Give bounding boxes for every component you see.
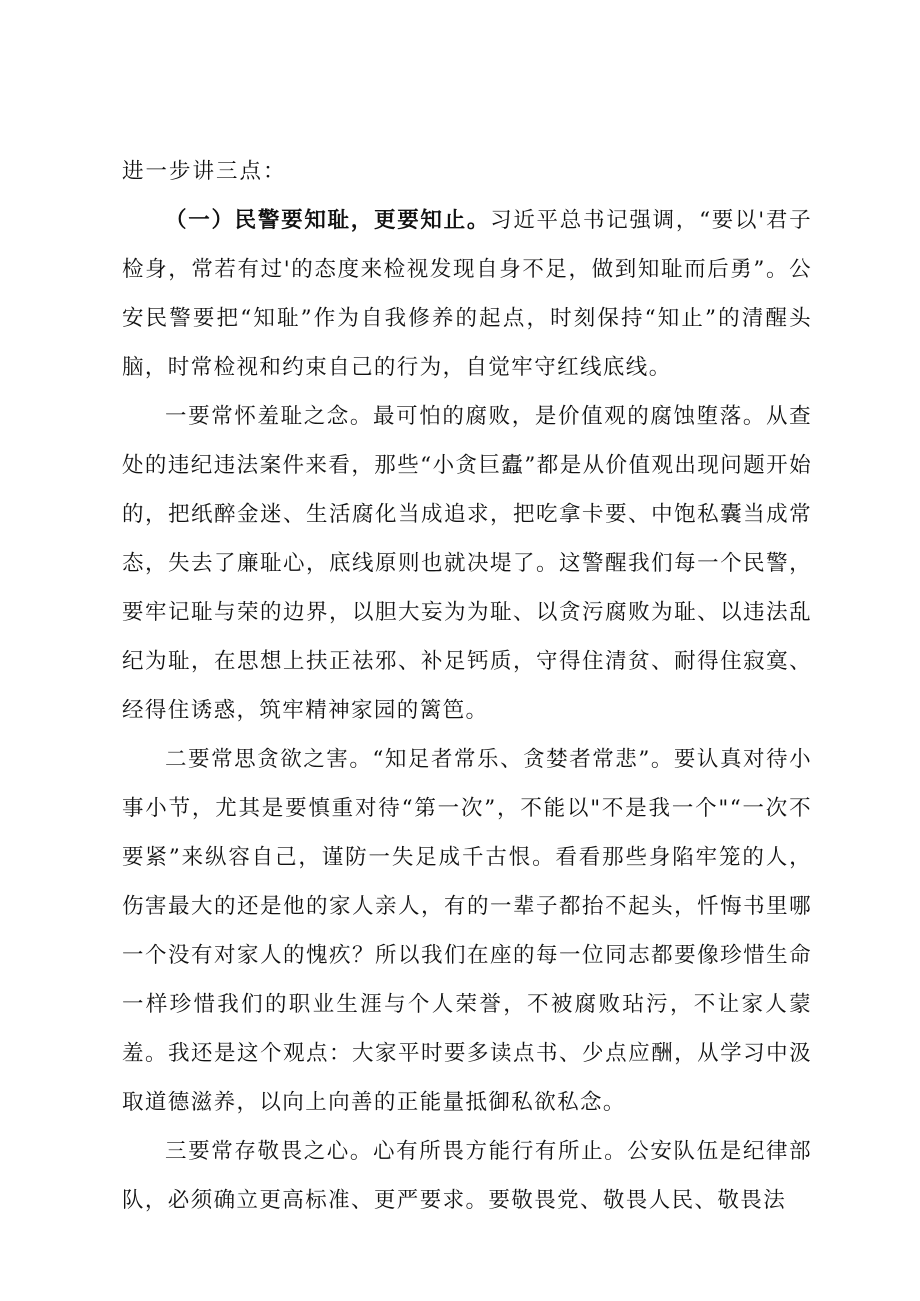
- point-paragraph-3: 三要常存敬畏之心。心有所畏方能行有所止。公安队伍是纪律部队，必须确立更高标准、更严要求。要敬畏党、敬畏人民、敬畏法: [122, 1139, 812, 1213]
- section-paragraph: [122, 196, 812, 392]
- section-heading: （一）民警要知耻，更要知止。: [165, 208, 491, 233]
- document-page: [122, 147, 812, 1225]
- point-paragraph-2: 二要常思贪欲之害。“知足者常乐、贪婪者常悲”。要认真对待小事小节，尤其是要慎重对待“第一次”，不能以"不是我一个"“一次不要紧”来纵容自己，谨防一失足成千古恨。看看那些身陷牢笼的人，伤害最大的还是他的家人亲人，有的一辈子都抬不起头，忏悔书里哪一个没有对家人的愧疚？所以我们在座的每一位同志都要像珍惜生命一样珍惜我们的职业生涯与个人荣誉，不被腐败玷污，不让家人蒙羞。我还是这个观点：大家平时要多读点书、少点应酬，从学习中汲取道德滋养，以向上向善的正能量抵御私欲私念。: [122, 747, 812, 1115]
- intro-line: 进一步讲三点：: [122, 159, 287, 184]
- point-paragraph-1: 一要常怀羞耻之念。最可怕的腐败，是价值观的腐蚀堕落。从查处的违纪违法案件来看，那些“小贪巨蠹”都是从价值观出现问题开始的，把纸醉金迷、生活腐化当成追求，把吃拿卡要、中饱私囊当成常态，失去了廉耻心，底线原则也就决堤了。这警醒我们每一个民警，要牢记耻与荣的边界，以胆大妄为为耻、以贪污腐败为耻、以违法乱纪为耻，在思想上扶正祛邪、补足钙质，守得住清贫、耐得住寂寞、经得住诱惑，筑牢精神家园的篱笆。: [122, 404, 812, 723]
- section-body: 习近平总书记强调，“要以'君子检身，常若有过'的态度来检视发现自身不足，做到知耻而后勇”。公安民警要把“知耻”作为自我修养的起点，时刻保持“知止”的清醒头脑，时常检视和约束自己的行为，自觉牢守红线底线。: [122, 208, 812, 380]
